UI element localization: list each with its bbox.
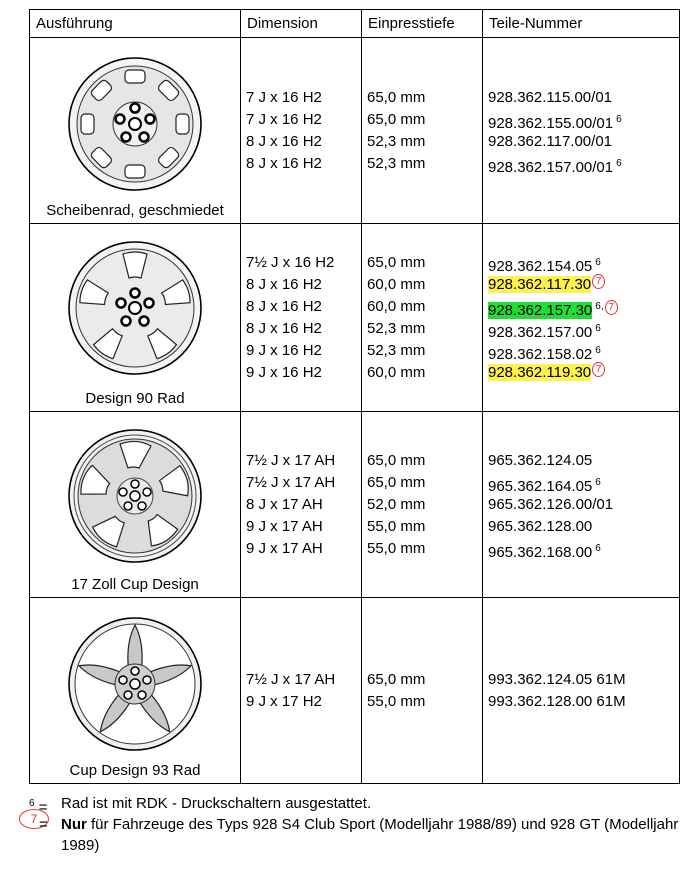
dimension-value: 8 J x 16 H2 (246, 297, 322, 315)
wheel-cell (30, 38, 241, 224)
part-number-line (488, 87, 679, 109)
cup-design-93-wheel-icon (65, 614, 205, 754)
offset-value: 65,0 mm (367, 88, 426, 106)
dimension-value: 7½ J x 17 AH (246, 473, 336, 491)
part-number: 965.362.164.05 (488, 477, 593, 495)
dimension-value: 8 J x 17 AH (246, 495, 323, 513)
part-number-line (488, 450, 679, 472)
footnote-ref: 6 (616, 113, 622, 125)
part-number-cell (483, 598, 680, 784)
offset-value: 60,0 mm (367, 363, 426, 381)
offset-value: 65,0 mm (367, 451, 426, 469)
dimension-value: 8 J x 16 H2 (246, 132, 322, 150)
part-number: 993.362.128.00 61M (488, 692, 626, 710)
footnote-ref: 6 (595, 476, 601, 488)
part-number-line (488, 296, 679, 318)
offset-value: 55,0 mm (367, 539, 426, 557)
dimension-value: 8 J x 16 H2 (246, 275, 322, 293)
forged-disc-wheel-icon (65, 54, 205, 194)
wheel-caption: Cup Design 93 Rad (69, 762, 201, 779)
footnote-6-text: Rad ist mit RDK - Druckschaltern ausgestattet. (61, 795, 372, 812)
part-number: 965.362.126.00/01 (488, 495, 614, 513)
offset-value: 52,3 mm (367, 154, 426, 172)
highlighted-part-number: 928.362.117.30 (488, 275, 592, 293)
footnote-6 (29, 793, 679, 814)
table-row (30, 412, 680, 598)
offset-value: 65,0 mm (367, 670, 426, 688)
dimension-value: 9 J x 16 H2 (246, 363, 322, 381)
wheel-cell (30, 598, 241, 784)
part-number-line (488, 109, 679, 131)
dimension-value: 8 J x 16 H2 (246, 154, 322, 172)
offset-value: 52,3 mm (367, 319, 426, 337)
part-number: 928.362.157.00/01 (488, 158, 614, 176)
footnote-7-bold: Nur (61, 816, 87, 833)
offset-value: 52,3 mm (367, 341, 426, 359)
part-number-line (488, 691, 679, 713)
footnote-7: 7 = Nur für Fahrzeuge des Typs 928 S4 Club Sport (Modelljahr 1988/89) und 928 GT (Modelljahr 1989) (29, 814, 679, 856)
part-number-line (488, 274, 679, 296)
part-number: 928.362.117.00/01 (488, 132, 613, 150)
offset-value: 65,0 mm (367, 110, 426, 128)
part-number: 928.362.158.02 (488, 345, 593, 363)
part-number: 928.362.157.00 (488, 323, 593, 341)
einpresstiefe-cell (362, 598, 483, 784)
part-number-line (488, 516, 679, 538)
einpresstiefe-cell (362, 412, 483, 598)
part-number-line (488, 669, 679, 691)
offset-value: 55,0 mm (367, 517, 426, 535)
part-number-line (488, 472, 679, 494)
wheel-caption: 17 Zoll Cup Design (71, 576, 199, 593)
footnote-ref: 6 (595, 344, 601, 356)
einpresstiefe-cell (362, 38, 483, 224)
offset-value: 55,0 mm (367, 692, 426, 710)
offset-value: 60,0 mm (367, 297, 426, 315)
footnote-ref: 6, (595, 300, 604, 312)
header-einpresstiefe: Einpresstiefe (362, 10, 483, 38)
part-number-cell (483, 412, 680, 598)
dimension-value: 7 J x 16 H2 (246, 88, 322, 106)
highlighted-part-number: 928.362.157.30 (488, 301, 593, 319)
part-number-cell (483, 38, 680, 224)
offset-value: 65,0 mm (367, 253, 426, 271)
dimension-value: 7 J x 16 H2 (246, 110, 322, 128)
cup-design-17-wheel-icon (65, 426, 205, 566)
dimension-value: 8 J x 16 H2 (246, 319, 322, 337)
highlighted-part-number: 928.362.119.30 (488, 363, 592, 381)
dimension-value: 7½ J x 16 H2 (246, 253, 335, 271)
table-header-row (30, 10, 680, 38)
table-row (30, 598, 680, 784)
part-number-line (488, 252, 679, 274)
dimension-value: 9 J x 17 AH (246, 539, 323, 557)
part-number-line (488, 318, 679, 340)
dimension-value: 9 J x 17 AH (246, 517, 323, 535)
footnote-7-text: für Fahrzeuge des Typs 928 S4 Club Sport (Modelljahr 1988/89) und 928 GT (Modelljahr 1989) (61, 816, 679, 854)
part-number: 965.362.168.00 (488, 543, 593, 561)
part-number-cell (483, 224, 680, 412)
circled-footnote-7: 7 (605, 300, 618, 315)
design-90-wheel-icon (65, 238, 205, 378)
wheel-cell (30, 224, 241, 412)
part-number: 965.362.124.05 (488, 451, 593, 469)
part-number-line (488, 153, 679, 175)
offset-value: 60,0 mm (367, 275, 426, 293)
part-number-line (488, 340, 679, 362)
footnotes (29, 793, 679, 856)
header-ausfuehrung: Ausführung (30, 10, 241, 38)
part-number-line (488, 362, 679, 384)
part-number: 928.362.155.00/01 (488, 114, 614, 132)
part-number: 928.362.115.00/01 (488, 88, 613, 106)
wheel-spec-table (29, 9, 680, 784)
wheel-caption: Design 90 Rad (85, 390, 185, 407)
offset-value: 65,0 mm (367, 473, 426, 491)
offset-value: 52,3 mm (367, 132, 426, 150)
header-dimension: Dimension (241, 10, 362, 38)
wheel-caption: Scheibenrad, geschmiedet (46, 202, 224, 219)
part-number-line (488, 131, 679, 153)
circled-footnote-7-mark: 7 (19, 809, 49, 829)
part-number: 965.362.128.00 (488, 517, 593, 535)
dimension-cell (241, 38, 362, 224)
einpresstiefe-cell (362, 224, 483, 412)
header-teile-nummer: Teile-Nummer (483, 10, 680, 38)
offset-value: 52,0 mm (367, 495, 426, 513)
footnote-ref: 6 (616, 157, 622, 169)
dimension-value: 9 J x 17 H2 (246, 692, 322, 710)
dimension-value: 9 J x 16 H2 (246, 341, 322, 359)
part-number: 993.362.124.05 61M (488, 670, 626, 688)
part-number-line (488, 538, 679, 560)
dimension-cell (241, 412, 362, 598)
part-number-line (488, 494, 679, 516)
dimension-value: 7½ J x 17 AH (246, 670, 336, 688)
circled-footnote-7: 7 (592, 274, 605, 289)
dimension-cell (241, 224, 362, 412)
footnote-ref: 6 (595, 542, 601, 554)
circled-footnote-7: 7 (592, 362, 605, 377)
dimension-value: 7½ J x 17 AH (246, 451, 336, 469)
footnote-ref: 6 (595, 256, 601, 268)
footnote-ref: 6 (595, 322, 601, 334)
dimension-cell (241, 598, 362, 784)
wheel-cell (30, 412, 241, 598)
footnote-6-mark: $^6$ = (29, 798, 48, 816)
table-row (30, 38, 680, 224)
part-number: 928.362.154.05 (488, 257, 593, 275)
table-row (30, 224, 680, 412)
